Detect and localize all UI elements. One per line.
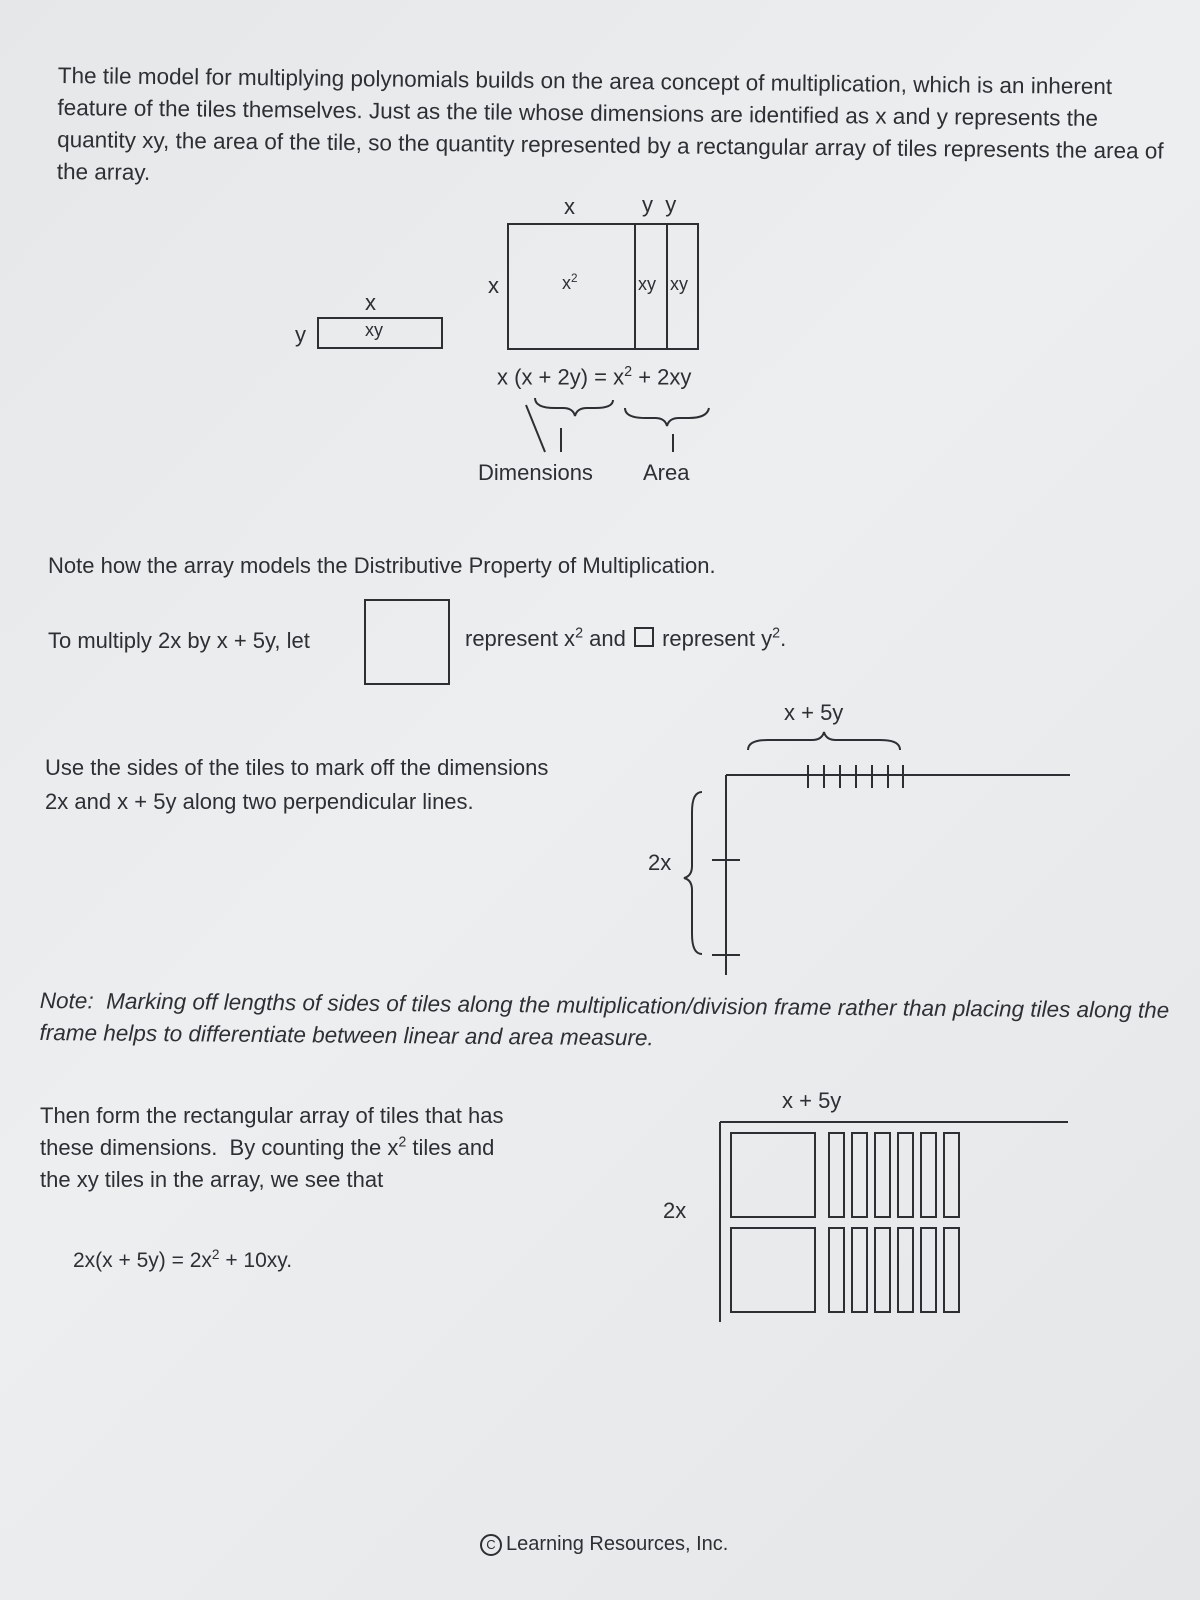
x2-tile-icon	[365, 600, 449, 684]
sides-text-line1: Use the sides of the tiles to mark off the dimensions	[45, 755, 549, 780]
array-side-label: x	[488, 273, 499, 298]
area-brace	[625, 408, 709, 426]
rect-label-1: xy	[638, 274, 656, 294]
copyright-icon: C	[480, 1534, 502, 1556]
square-label: $x^2$	[562, 272, 578, 293]
array-top-x-label: x	[564, 194, 575, 219]
x2-tile	[731, 1133, 815, 1217]
array-top-y-label: y y	[642, 192, 677, 217]
tile-inner-label: xy	[365, 320, 383, 340]
intro-paragraph: The tile model for multiplying polynomials builds on the area concept of multiplication, which is an inherent feature of the tiles themselves. Just as the tile whose dimensions are identified as x and y represents the quantity xy, the area of the tile, so the quantity represented by a rectangular array of tiles represents the area of the array.	[56, 62, 1164, 185]
result-equation: $2x(x + 5y) = 2x^2 + 10xy$.	[73, 1247, 293, 1272]
array-text-line1: Then form the rectangular array of tiles that has	[40, 1103, 504, 1128]
frame2-side-label: 2x	[663, 1198, 687, 1223]
dimensions-label: Dimensions	[478, 460, 593, 485]
multiply-intro: To multiply 2x by x + 5y, let	[48, 628, 310, 653]
dimensions-brace	[535, 398, 613, 416]
frame2	[720, 1122, 1068, 1322]
array-text-line3: the xy tiles in the array, we see that	[40, 1167, 384, 1192]
frame1-side-label: 2x	[648, 850, 672, 875]
dimensions-pointer	[526, 405, 545, 452]
tile-top-label: x	[365, 290, 376, 315]
small-square-icon	[634, 627, 654, 647]
equation: x $(x + 2y) = x^2 + 2xy$	[497, 364, 692, 390]
rect-label-2: xy	[670, 274, 688, 294]
frame1-top-label: x + 5y	[784, 700, 844, 725]
frame1	[684, 732, 1070, 975]
tile-side-label: y	[295, 322, 306, 347]
multiply-represent: represent $x^2$ and represent $y^2$.	[465, 625, 787, 651]
distributive-note: Note how the array models the Distributive Property of Multiplication.	[48, 553, 716, 578]
area-label: Area	[643, 460, 690, 485]
array-text-line2: these dimensions. By counting the $x^2$ tiles and	[40, 1134, 495, 1160]
footer: C Learning Resources, Inc.	[480, 1533, 728, 1556]
x2-tile	[731, 1228, 815, 1312]
frame2-top-label: x + 5y	[782, 1088, 842, 1113]
italic-note: Note: Marking off lengths of sides of tiles along the multiplication/division frame rather than placing tiles along the frame helps to differentiate between linear and area measure.	[39, 987, 1176, 1051]
sides-text-line2: 2x and x + 5y along two perpendicular lines.	[45, 789, 474, 814]
